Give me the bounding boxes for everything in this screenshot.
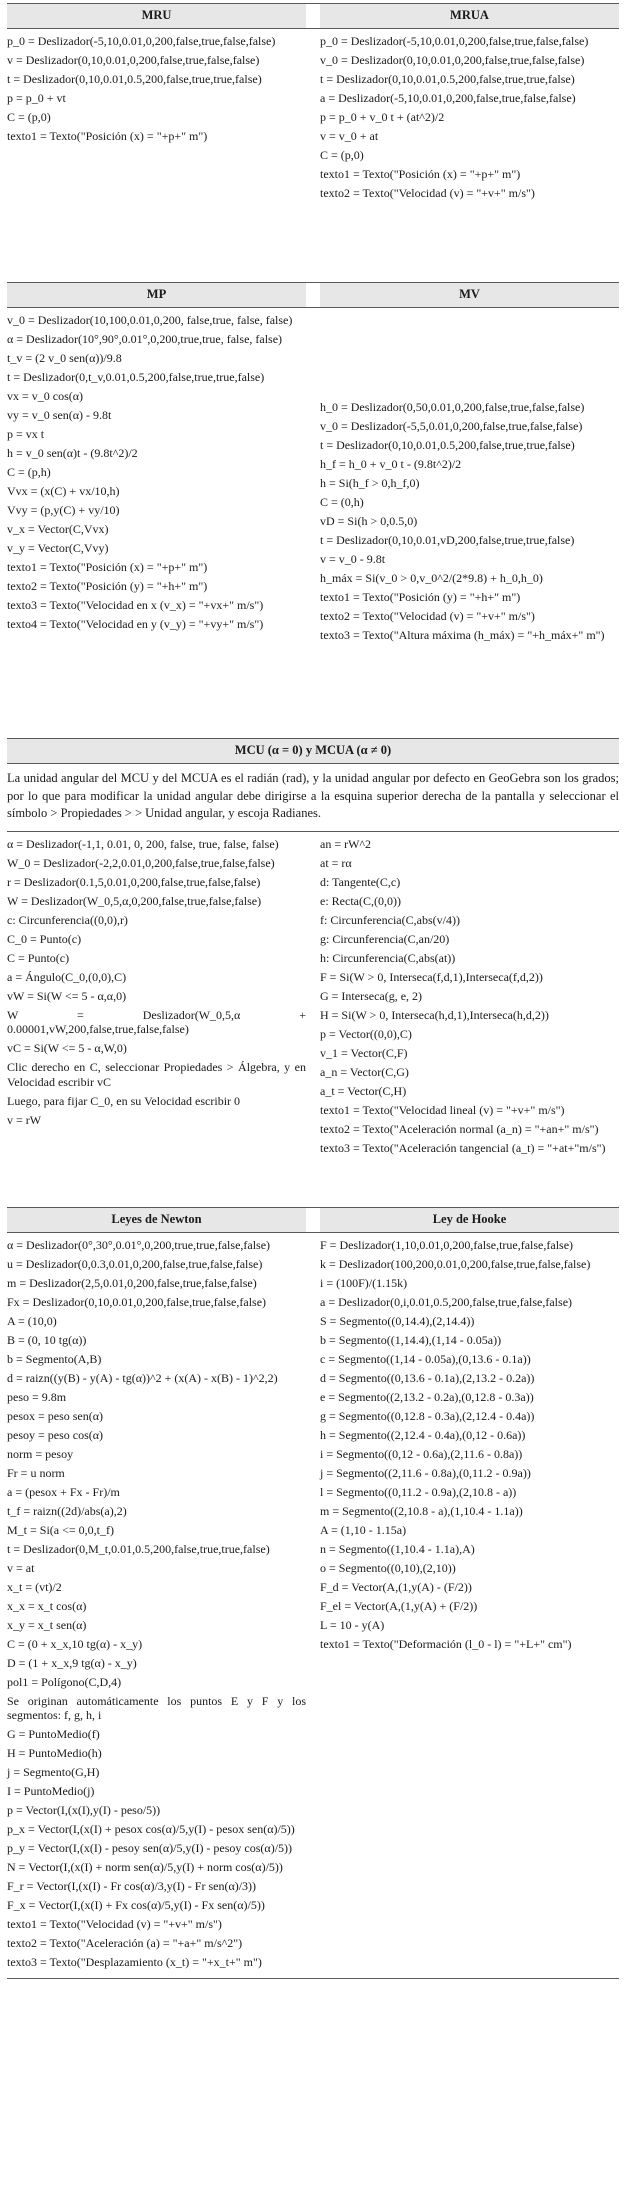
code-line: texto2 = Texto("Aceleración (a) = "+a+" m/s^2") xyxy=(7,1936,243,1950)
code-line: texto3 = Texto("Desplazamiento (x_t) = "+x_t+" m") xyxy=(7,1955,262,1969)
code-line: W = Deslizador(W_0,5,α + 0.00001,vW,200,false,true,false,false) xyxy=(7,1007,306,1036)
code-line: G = Interseca(g, e, 2) xyxy=(320,988,423,1003)
code-line: h = v_0 sen(α)t - (9.8t^2)/2 xyxy=(7,446,138,460)
code-line: α = Deslizador(-1,1, 0.01, 0, 200, false, true, false, false) xyxy=(7,836,279,851)
content-row-newton-hooke xyxy=(7,1233,619,1980)
code-line: Clic derecho en C, seleccionar Propiedades > Álgebra, y en Velocidad escribir vC xyxy=(7,1060,306,1089)
code-line: S = Segmento((0,14.4),(2,14.4)) xyxy=(320,1313,475,1328)
mrua-cell xyxy=(320,29,619,282)
code-line: M_t = Si(a <= 0,0,t_f) xyxy=(7,1522,114,1537)
code-line: p = p_0 + v_0 t + (at^2)/2 xyxy=(320,110,445,124)
code-line: p_0 = Deslizador(-5,10,0.01,0,200,false,true,false,false) xyxy=(320,34,589,48)
mp-header: MP xyxy=(7,283,306,307)
code-line: d = Segmento((0,13.6 - 0.1a),(2,13.2 - 0.2a)) xyxy=(320,1370,535,1385)
code-line: F_x = Vector(I,(x(I) + Fx cos(α)/5,y(I) - Fx sen(α)/5)) xyxy=(7,1898,265,1912)
code-line: texto2 = Texto("Aceleración normal (a_n) = "+an+" m/s") xyxy=(320,1121,599,1136)
code-line: pesoy = peso cos(α) xyxy=(7,1427,104,1442)
code-line: j = Segmento((2,11.6 - 0.8a),(0,11.2 - 0.9a)) xyxy=(320,1465,531,1480)
mp-cell xyxy=(7,308,306,738)
code-line: p = p_0 + vt xyxy=(7,91,66,105)
mru-cell xyxy=(7,29,306,282)
code-line: texto2 = Texto("Posición (y) = "+h+" m") xyxy=(7,579,208,593)
code-line: x_x = x_t cos(α) xyxy=(7,1598,87,1613)
header-row-mru-mrua xyxy=(7,3,619,29)
code-line: A = (10,0) xyxy=(7,1313,57,1328)
code-line: t_v = (2 v_0 sen(α))/9.8 xyxy=(7,351,122,365)
code-line: W = Deslizador(W_0,5,α,0,200,false,true,false,false) xyxy=(7,893,262,908)
code-line: Luego, para fijar C_0, en su Velocidad escribir 0 xyxy=(7,1093,241,1108)
code-line: pol1 = Polígono(C,D,4) xyxy=(7,1674,122,1689)
code-line: at = rα xyxy=(320,855,352,870)
mcu-right-cell xyxy=(320,832,619,1207)
code-line: v = at xyxy=(7,1560,35,1575)
code-line: A = (1,10 - 1.15a) xyxy=(320,1522,407,1537)
code-line: h = Segmento((2,12.4 - 0.4a),(0,12 - 0.6a)) xyxy=(320,1427,526,1442)
code-line: a = Deslizador(-5,10,0.01,0,200,false,true,false,false) xyxy=(320,91,576,105)
code-line: k = Deslizador(100,200,0.01,0,200,false,true,false,false) xyxy=(320,1256,591,1271)
leyes-de-newton-cell xyxy=(7,1233,306,1979)
code-line: texto1 = Texto("Velocidad lineal (v) = "+v+" m/s") xyxy=(320,1102,565,1117)
code-line: c = Segmento((1,14 - 0.05a),(0,13.6 - 0.1a)) xyxy=(320,1351,531,1366)
code-line: peso = 9.8m xyxy=(7,1389,67,1404)
code-line: a_t = Vector(C,H) xyxy=(320,1083,407,1098)
content-row-mru-mrua xyxy=(7,29,619,282)
content-row-mcu xyxy=(7,832,619,1207)
code-line: H = PuntoMedio(h) xyxy=(7,1746,102,1760)
code-line: t = Deslizador(0,10,0.01,vD,200,false,true,true,false) xyxy=(320,533,575,547)
code-line: v_0 = Deslizador(-5,5,0.01,0,200,false,true,false,false) xyxy=(320,419,583,433)
mcu-mcua-header: MCU (α = 0) y MCUA (α ≠ 0) xyxy=(7,738,619,764)
code-line: x_y = x_t sen(α) xyxy=(7,1617,87,1632)
code-line: C = (0,h) xyxy=(320,495,364,509)
code-line: o = Segmento((0,10),(2,10)) xyxy=(320,1560,456,1575)
code-line: r = Deslizador(0.1,5,0.01,0,200,false,true,false,false) xyxy=(7,874,261,889)
ley-de-hooke-cell xyxy=(320,1233,619,1979)
code-line: j = Segmento(G,H) xyxy=(7,1765,100,1779)
code-line: t = Deslizador(0,10,0.01,0.5,200,false,true,true,false) xyxy=(320,72,575,86)
code-line: h: Circunferencia(C,abs(at)) xyxy=(320,950,456,965)
code-line: vW = Si(W <= 5 - α,α,0) xyxy=(7,988,127,1003)
leyes-de-newton-header: Leyes de Newton xyxy=(7,1208,306,1232)
code-line: texto4 = Texto("Velocidad en y (v_y) = "+vy+" m/s") xyxy=(7,617,264,631)
code-line: v_0 = Deslizador(10,100,0.01,0,200, false,true, false, false) xyxy=(7,313,293,327)
code-line: texto1 = Texto("Posición (x) = "+p+" m") xyxy=(320,167,521,181)
code-line: C = (p,0) xyxy=(7,110,51,124)
code-line: t = Deslizador(0,10,0.01,0.5,200,false,true,true,false) xyxy=(7,72,262,86)
code-line: p = Vector((0,0),C) xyxy=(320,1026,412,1041)
code-line: g: Circunferencia(C,an/20) xyxy=(320,931,450,946)
code-line: F_r = Vector(I,(x(I) - Fr cos(α)/3,y(I) - Fr sen(α)/3)) xyxy=(7,1879,257,1893)
code-line: i = (100F)/(1.15k) xyxy=(320,1275,408,1290)
code-line: x_t = (vt)/2 xyxy=(7,1579,62,1594)
code-line: texto2 = Texto("Velocidad (v) = "+v+" m/s") xyxy=(320,609,535,623)
code-line: C = (p,0) xyxy=(320,148,364,162)
code-line: p_0 = Deslizador(-5,10,0.01,0,200,false,true,false,false) xyxy=(7,34,276,48)
code-line: v_1 = Vector(C,F) xyxy=(320,1045,408,1060)
code-line: C = Punto(c) xyxy=(7,950,70,965)
code-line: pesox = peso sen(α) xyxy=(7,1408,104,1423)
code-line: b = Segmento((1,14.4),(1,14 - 0.05a)) xyxy=(320,1332,502,1347)
code-line: a_n = Vector(C,G) xyxy=(320,1064,409,1079)
code-line: v = rW xyxy=(7,1112,42,1127)
code-line: α = Deslizador(10°,90°,0.01°,0,200,true,true, false, false) xyxy=(7,332,283,346)
code-line: v = v_0 - 9.8t xyxy=(320,552,386,566)
code-line: h_máx = Si(v_0 > 0,v_0^2/(2*9.8) + h_0,h_0) xyxy=(320,571,543,585)
code-line: texto1 = Texto("Posición (x) = "+p+" m") xyxy=(7,560,208,574)
code-line: α = Deslizador(0°,30°,0.01°,0,200,true,true,false,false) xyxy=(7,1237,271,1252)
code-line: F = Deslizador(1,10,0.01,0,200,false,true,false,false) xyxy=(320,1237,574,1252)
code-line: g = Segmento((0,12.8 - 0.3a),(2,12.4 - 0.4a)) xyxy=(320,1408,535,1423)
code-line: m = Deslizador(2,5,0.01,0,200,false,true,false,false) xyxy=(7,1275,257,1290)
code-line: i = Segmento((0,12 - 0.6a),(2,11.6 - 0.8a)) xyxy=(320,1446,523,1461)
code-line: b = Segmento(A,B) xyxy=(7,1351,102,1366)
code-line: p_x = Vector(I,(x(I) + pesox cos(α)/5,y(I) - pesox sen(α)/5)) xyxy=(7,1822,295,1836)
header-row-newton-hooke xyxy=(7,1207,619,1233)
code-line: n = Segmento((1,10.4 - 1.1a),A) xyxy=(320,1541,475,1556)
code-line: v_y = Vector(C,Vvy) xyxy=(7,541,109,555)
code-line: v_x = Vector(C,Vvx) xyxy=(7,522,109,536)
code-line: I = PuntoMedio(j) xyxy=(7,1784,95,1798)
code-line: texto3 = Texto("Altura máxima (h_máx) = "+h_máx+" m") xyxy=(320,628,605,642)
code-line: l = Segmento((0,11.2 - 0.9a),(2,10.8 - a)) xyxy=(320,1484,517,1499)
code-line: vC = Si(W <= 5 - α,W,0) xyxy=(7,1041,127,1055)
code-line: F = Si(W > 0, Interseca(f,d,1),Interseca(f,d,2)) xyxy=(320,969,543,984)
code-line: F_d = Vector(A,(1,y(A) - (F/2)) xyxy=(320,1579,472,1594)
code-line: p = Vector(I,(x(I),y(I) - peso/5)) xyxy=(7,1803,161,1817)
code-line: W_0 = Deslizador(-2,2,0.01,0,200,false,true,false,false) xyxy=(7,855,275,870)
code-line: a = (pesox + Fx - Fr)/m xyxy=(7,1484,120,1499)
code-line: h = Si(h_f > 0,h_f,0) xyxy=(320,476,420,490)
code-line: f: Circunferencia(C,abs(v/4)) xyxy=(320,912,460,927)
code-line: L = 10 - y(A) xyxy=(320,1617,385,1632)
code-line: t = Deslizador(0,10,0.01,0.5,200,false,true,true,false) xyxy=(320,438,575,452)
code-line: u = Deslizador(0,0.3,0.01,0,200,false,true,false,false) xyxy=(7,1256,263,1271)
code-line: h_0 = Deslizador(0,50,0.01,0,200,false,true,false,false) xyxy=(320,400,585,414)
code-line: Fx = Deslizador(0,10,0.01,0,200,false,true,false,false) xyxy=(7,1294,267,1309)
mcu-intro-paragraph: La unidad angular del MCU y del MCUA es el radián (rad), y la unidad angular por defecto en GeoGebra son los grados; por lo que para modificar la unidad angular debe dirigirse a la esquina superior derecha de la pantalla y seleccionar el símbolo > Propiedades > > Unidad angular, y escoja Radianes. xyxy=(7,764,619,832)
code-line: texto1 = Texto("Posición (y) = "+h+" m") xyxy=(320,590,521,604)
code-line: v = v_0 + at xyxy=(320,129,379,143)
code-line: D = (1 + x_x,9 tg(α) - x_y) xyxy=(7,1655,137,1670)
code-line: G = PuntoMedio(f) xyxy=(7,1727,100,1741)
code-line: texto3 = Texto("Velocidad en x (v_x) = "+vx+" m/s") xyxy=(7,598,264,612)
code-line: an = rW^2 xyxy=(320,836,372,851)
mrua-header: MRUA xyxy=(320,4,619,28)
code-line: vy = v_0 sen(α) - 9.8t xyxy=(7,408,112,422)
code-line: a = Ángulo(C_0,(0,0),C) xyxy=(7,969,127,984)
code-line: Fr = u norm xyxy=(7,1465,65,1480)
code-line: p_y = Vector(I,(x(I) - pesoy sen(α)/5,y(I) - pesoy cos(α)/5)) xyxy=(7,1841,293,1855)
code-line: texto3 = Texto("Aceleración tangencial (a_t) = "+at+"m/s") xyxy=(320,1140,606,1155)
code-line: t_f = raizn((2d)/abs(a),2) xyxy=(7,1503,127,1518)
code-line: vD = Si(h > 0,0.5,0) xyxy=(320,514,418,528)
code-line: C_0 = Punto(c) xyxy=(7,931,82,946)
mru-header: MRU xyxy=(7,4,306,28)
code-line: h_f = h_0 + v_0 t - (9.8t^2)/2 xyxy=(320,457,462,471)
code-line: d: Tangente(C,c) xyxy=(320,874,401,889)
code-line: e: Recta(C,(0,0)) xyxy=(320,893,401,908)
code-line: t = Deslizador(0,M_t,0.01,0.5,200,false,true,true,false) xyxy=(7,1541,270,1556)
ley-de-hooke-header: Ley de Hooke xyxy=(320,1208,619,1232)
code-line: p = vx t xyxy=(7,427,45,441)
code-line: N = Vector(I,(x(I) + norm sen(α)/5,y(I) + norm cos(α)/5)) xyxy=(7,1860,283,1874)
code-line: Vvy = (p,y(C) + vy/10) xyxy=(7,503,120,517)
code-line: e = Segmento((2,13.2 - 0.2a),(0,12.8 - 0.3a)) xyxy=(320,1389,534,1404)
code-line: Vvx = (x(C) + vx/10,h) xyxy=(7,484,120,498)
code-line: texto1 = Texto("Velocidad (v) = "+v+" m/s") xyxy=(7,1917,222,1931)
mv-cell xyxy=(320,308,619,738)
code-line: d = raizn((y(B) - y(A) - tg(α))^2 + (x(A) - x(B) - 1)^2,2) xyxy=(7,1370,278,1385)
code-line: norm = pesoy xyxy=(7,1446,74,1461)
mv-header: MV xyxy=(320,283,619,307)
code-line: F_el = Vector(A,(1,y(A) + (F/2)) xyxy=(320,1598,478,1613)
code-line: m = Segmento((2,10.8 - a),(1,10.4 - 1.1a)) xyxy=(320,1503,523,1518)
code-line: t = Deslizador(0,t_v,0.01,0.5,200,false,true,true,false) xyxy=(7,370,265,384)
code-line: a = Deslizador(0,i,0.01,0.5,200,false,true,false,false) xyxy=(320,1294,573,1309)
code-line: B = (0, 10 tg(α)) xyxy=(7,1332,87,1347)
content-row-mp-mv xyxy=(7,308,619,738)
code-line: texto1 = Texto("Posición (x) = "+p+" m") xyxy=(7,129,208,143)
code-line: Se originan automáticamente los puntos E y F y los segmentos: f, g, h, i xyxy=(7,1693,306,1722)
code-line: v = Deslizador(0,10,0.01,0,200,false,true,false,false) xyxy=(7,53,260,67)
header-row-mp-mv xyxy=(7,282,619,308)
code-line: C = (p,h) xyxy=(7,465,51,479)
code-line: texto2 = Texto("Velocidad (v) = "+v+" m/s") xyxy=(320,186,535,200)
code-line: H = Si(W > 0, Interseca(h,d,1),Interseca(h,d,2)) xyxy=(320,1007,549,1022)
mcu-left-cell xyxy=(7,832,306,1207)
code-line: texto1 = Texto("Deformación (l_0 - l) = "+L+" cm") xyxy=(320,1636,572,1651)
code-line: vx = v_0 cos(α) xyxy=(7,389,84,403)
code-line: c: Circunferencia((0,0),r) xyxy=(7,912,128,927)
code-line: v_0 = Deslizador(0,10,0.01,0,200,false,true,false,false) xyxy=(320,53,585,67)
code-line: C = (0 + x_x,10 tg(α) - x_y) xyxy=(7,1636,143,1651)
